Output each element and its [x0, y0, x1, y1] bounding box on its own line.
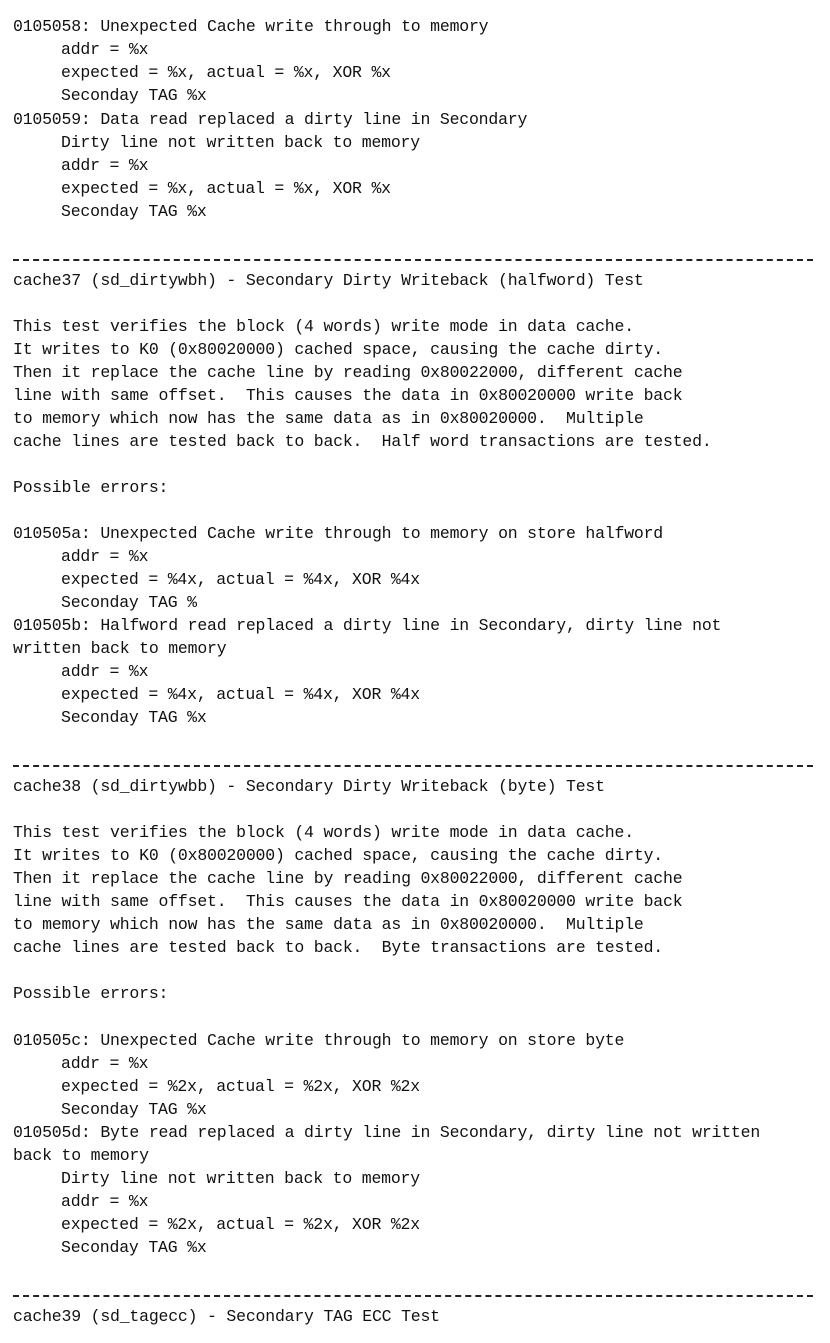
- description-line: line with same offset. This causes the data in 0x80020000 write back: [13, 386, 683, 405]
- error-detail-line: Seconday TAG %: [61, 593, 197, 612]
- description-line: This test verifies the block (4 words) write mode in data cache.: [13, 317, 634, 336]
- error-detail-line: Seconday TAG %x: [61, 1238, 207, 1257]
- section-divider: [13, 765, 813, 767]
- description-line: cache lines are tested back to back. Half word transactions are tested.: [13, 432, 712, 451]
- error-detail-line: addr = %x: [61, 1192, 149, 1211]
- error-detail-line: expected = %4x, actual = %4x, XOR %4x: [61, 570, 420, 589]
- test-heading: cache39 (sd_tagecc) - Secondary TAG ECC Test: [13, 1307, 440, 1326]
- error-code-continuation: back to memory: [13, 1146, 149, 1165]
- description-line: to memory which now has the same data as in 0x80020000. Multiple: [13, 409, 644, 428]
- possible-errors-label: Possible errors:: [13, 984, 169, 1003]
- error-code-line: 010505d: Byte read replaced a dirty line in Secondary, dirty line not written: [13, 1123, 761, 1142]
- error-code-line: 0105058: Unexpected Cache write through to memory: [13, 17, 489, 36]
- error-detail-line: Seconday TAG %x: [61, 202, 207, 221]
- error-detail-line: expected = %4x, actual = %4x, XOR %4x: [61, 685, 420, 704]
- error-detail-line: Dirty line not written back to memory: [61, 133, 420, 152]
- error-code-line: 010505c: Unexpected Cache write through to memory on store byte: [13, 1031, 625, 1050]
- error-detail-line: Seconday TAG %x: [61, 708, 207, 727]
- description-line: It writes to K0 (0x80020000) cached space, causing the cache dirty.: [13, 340, 664, 359]
- description-line: line with same offset. This causes the data in 0x80020000 write back: [13, 892, 683, 911]
- section-divider: [13, 259, 813, 261]
- error-detail-line: addr = %x: [61, 40, 149, 59]
- error-detail-line: expected = %x, actual = %x, XOR %x: [61, 63, 391, 82]
- description-line: Then it replace the cache line by reading 0x80022000, different cache: [13, 363, 683, 382]
- error-code-line: 010505a: Unexpected Cache write through to memory on store halfword: [13, 524, 664, 543]
- error-detail-line: expected = %2x, actual = %2x, XOR %2x: [61, 1077, 420, 1096]
- description-line: cache lines are tested back to back. Byte transactions are tested.: [13, 938, 664, 957]
- error-detail-line: Seconday TAG %x: [61, 86, 207, 105]
- error-code-line: 0105059: Data read replaced a dirty line in Secondary: [13, 110, 528, 129]
- error-detail-line: addr = %x: [61, 662, 149, 681]
- error-detail-line: expected = %2x, actual = %2x, XOR %2x: [61, 1215, 420, 1234]
- possible-errors-label: Possible errors:: [13, 478, 169, 497]
- error-detail-line: expected = %x, actual = %x, XOR %x: [61, 179, 391, 198]
- test-heading: cache37 (sd_dirtywbh) - Secondary Dirty Writeback (halfword) Test: [13, 271, 644, 290]
- error-code-line: 010505b: Halfword read replaced a dirty line in Secondary, dirty line not: [13, 616, 722, 635]
- error-detail-line: addr = %x: [61, 547, 149, 566]
- error-detail-line: addr = %x: [61, 156, 149, 175]
- error-detail-line: Seconday TAG %x: [61, 1100, 207, 1119]
- error-code-continuation: written back to memory: [13, 639, 227, 658]
- description-line: It writes to K0 (0x80020000) cached space, causing the cache dirty.: [13, 846, 664, 865]
- error-detail-line: Dirty line not written back to memory: [61, 1169, 420, 1188]
- error-detail-line: addr = %x: [61, 1054, 149, 1073]
- description-line: to memory which now has the same data as in 0x80020000. Multiple: [13, 915, 644, 934]
- description-line: Then it replace the cache line by reading 0x80022000, different cache: [13, 869, 683, 888]
- section-divider: [13, 1295, 813, 1297]
- description-line: This test verifies the block (4 words) write mode in data cache.: [13, 823, 634, 842]
- test-heading: cache38 (sd_dirtywbb) - Secondary Dirty Writeback (byte) Test: [13, 777, 605, 796]
